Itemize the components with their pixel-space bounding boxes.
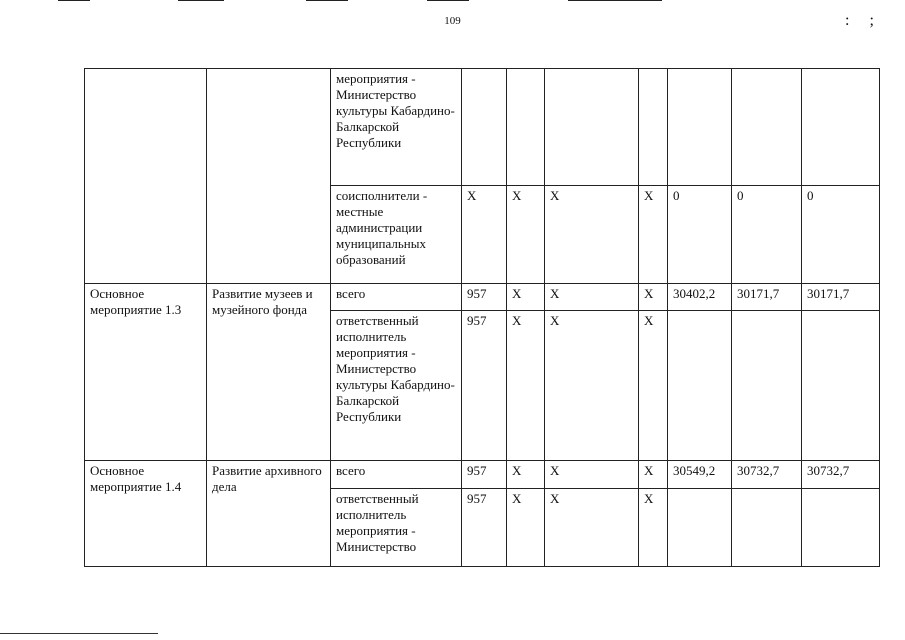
rzpr-cell: X	[507, 284, 545, 311]
page-number: 109	[444, 15, 461, 27]
participant-cell: соисполнители - местные администрации муниципальных образований	[331, 186, 462, 284]
year1-cell: 30549,2	[668, 461, 732, 489]
year1-cell	[668, 489, 732, 567]
year1-cell	[668, 311, 732, 461]
participant-cell: мероприятия - Министерство культуры Кабардино-Балкарской Республики	[331, 69, 462, 186]
participant-cell: ответственный исполнитель мероприятия - Министерство культуры Кабардино-Балкарской Республики	[331, 311, 462, 461]
grbs-cell: X	[462, 186, 507, 284]
scan-mark	[306, 0, 348, 1]
year3-cell: 0	[802, 186, 880, 284]
year2-cell	[732, 69, 802, 186]
grbs-cell	[462, 69, 507, 186]
csr-cell: X	[545, 461, 639, 489]
program-table	[84, 68, 880, 567]
year3-cell	[802, 489, 880, 567]
rzpr-cell	[507, 69, 545, 186]
year3-cell: 30732,7	[802, 461, 880, 489]
measure-cell	[85, 69, 207, 284]
vr-cell: X	[639, 461, 668, 489]
csr-cell: X	[545, 284, 639, 311]
grbs-cell: 957	[462, 284, 507, 311]
participant-cell: всего	[331, 284, 462, 311]
year3-cell	[802, 311, 880, 461]
year2-cell: 30171,7	[732, 284, 802, 311]
year2-cell	[732, 489, 802, 567]
vr-cell: X	[639, 489, 668, 567]
year2-cell	[732, 311, 802, 461]
year1-cell: 30402,2	[668, 284, 732, 311]
scan-line	[0, 633, 158, 634]
rzpr-cell: X	[507, 186, 545, 284]
measure-name-cell: Развитие архивного дела	[207, 461, 331, 567]
participant-cell: всего	[331, 461, 462, 489]
csr-cell	[545, 69, 639, 186]
grbs-cell: 957	[462, 461, 507, 489]
csr-cell: X	[545, 311, 639, 461]
year1-cell	[668, 69, 732, 186]
table-row	[85, 461, 880, 489]
scan-mark	[427, 0, 469, 1]
participant-cell: ответственный исполнитель мероприятия - Министерство	[331, 489, 462, 567]
measure-name-cell: Развитие музеев и музейного фонда	[207, 284, 331, 461]
year2-cell: 30732,7	[732, 461, 802, 489]
table-row	[85, 69, 880, 186]
rzpr-cell: X	[507, 311, 545, 461]
csr-cell: X	[545, 186, 639, 284]
vr-cell	[639, 69, 668, 186]
scan-dots: :;	[845, 12, 894, 29]
measure-name-cell	[207, 69, 331, 284]
rzpr-cell: X	[507, 489, 545, 567]
vr-cell: X	[639, 284, 668, 311]
year2-cell: 0	[732, 186, 802, 284]
scan-mark	[178, 0, 224, 1]
rzpr-cell: X	[507, 461, 545, 489]
measure-cell: Основное мероприятие 1.4	[85, 461, 207, 567]
year1-cell: 0	[668, 186, 732, 284]
table-row	[85, 284, 880, 311]
csr-cell: X	[545, 489, 639, 567]
grbs-cell: 957	[462, 489, 507, 567]
vr-cell: X	[639, 186, 668, 284]
grbs-cell: 957	[462, 311, 507, 461]
year3-cell	[802, 69, 880, 186]
scan-mark	[568, 0, 662, 1]
vr-cell: X	[639, 311, 668, 461]
year3-cell: 30171,7	[802, 284, 880, 311]
scan-mark	[58, 0, 90, 1]
measure-cell: Основное мероприятие 1.3	[85, 284, 207, 461]
